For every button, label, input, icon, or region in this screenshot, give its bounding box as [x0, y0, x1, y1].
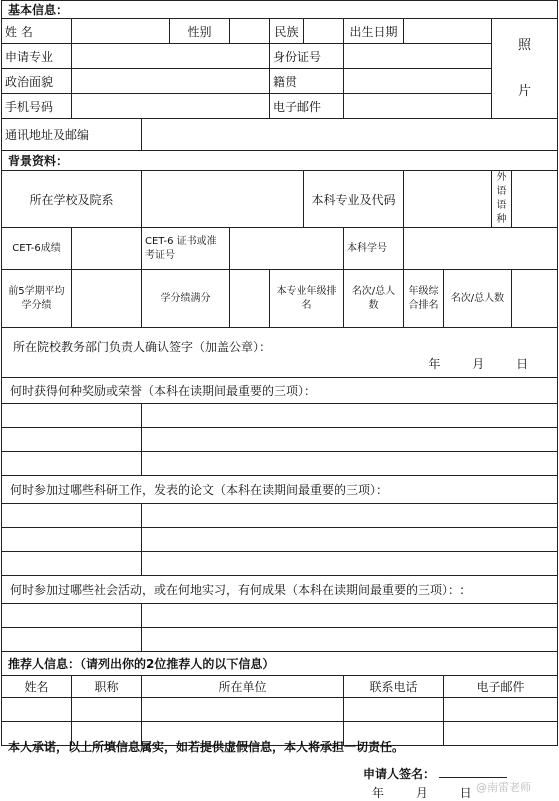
pledge-text: 本人承诺，以上所填信息属实，如若提供虚假信息，本人将承担一切责任。	[8, 740, 405, 754]
referee-col-title: 职称	[72, 676, 142, 698]
referees-heading: 推荐人信息：（请列出你的2位推荐人的以下信息）	[2, 652, 558, 676]
referee-1-phone[interactable]	[344, 698, 444, 722]
background-heading: 背景资料：	[2, 151, 558, 171]
gpa-label: 前5学期平均学分绩	[2, 270, 72, 328]
photo-char-2: 片	[518, 83, 532, 99]
referee-col-name: 姓名	[2, 676, 72, 698]
overall-rank-field[interactable]	[512, 270, 558, 328]
research-time-1[interactable]	[2, 504, 142, 528]
address-field[interactable]	[142, 119, 558, 151]
referee-1-email[interactable]	[444, 698, 558, 722]
overall-rank-label: 年级综合排名	[404, 270, 444, 328]
social-detail-1[interactable]	[142, 604, 558, 628]
idnum-label: 身份证号	[270, 44, 344, 69]
address-label: 通讯地址及邮编	[2, 119, 142, 151]
politics-label: 政治面貌	[2, 69, 72, 94]
awards-detail-3[interactable]	[142, 452, 558, 476]
name-field[interactable]	[72, 19, 170, 44]
awards-time-1[interactable]	[2, 404, 142, 428]
application-form	[1, 0, 557, 746]
confirm-label: 所在院校教务部门负责人确认签字（加盖公章）：	[13, 340, 272, 354]
cet6-cert-field[interactable]	[230, 228, 344, 270]
major-code-field[interactable]	[404, 171, 492, 228]
referee-2-email[interactable]	[444, 722, 558, 746]
social-prompt: 何时参加过哪些社会活动，或在何地实习，有何成果（本科在读期间最重要的三项）：:	[2, 576, 558, 604]
idnum-field[interactable]	[344, 44, 492, 69]
ethnicity-field[interactable]	[304, 19, 344, 44]
research-detail-1[interactable]	[142, 504, 558, 528]
cet6-cert-label: CET-6 证书或准考证号	[142, 228, 230, 270]
school-field[interactable]	[142, 171, 304, 228]
major-field[interactable]	[72, 44, 270, 69]
awards-detail-1[interactable]	[142, 404, 558, 428]
gender-field[interactable]	[230, 19, 270, 44]
referee-1-title[interactable]	[72, 698, 142, 722]
research-detail-3[interactable]	[142, 552, 558, 576]
photo-box[interactable]	[492, 19, 558, 119]
basic-info-heading: 基本信息：	[2, 1, 558, 19]
watermark: @南雷老师	[476, 781, 531, 794]
signature-field[interactable]	[439, 777, 507, 778]
social-time-1[interactable]	[2, 604, 142, 628]
gender-label: 性别	[170, 19, 230, 44]
application-table	[1, 0, 558, 746]
referee-1-name[interactable]	[2, 698, 72, 722]
signature-date: 年 月 日	[372, 786, 486, 800]
email-label: 电子邮件	[270, 94, 344, 119]
referee-1-unit[interactable]	[142, 698, 344, 722]
cet6-score-field[interactable]	[72, 228, 142, 270]
name-label: 姓 名	[2, 19, 72, 44]
major-rank-label: 本专业年级排名	[270, 270, 344, 328]
research-time-3[interactable]	[2, 552, 142, 576]
cet6-score-label: CET-6成绩	[2, 228, 72, 270]
social-detail-2[interactable]	[142, 628, 558, 652]
language-label: 外语语种	[492, 171, 512, 228]
gpa-field[interactable]	[72, 270, 142, 328]
referee-col-phone: 联系电话	[344, 676, 444, 698]
phone-label: 手机号码	[2, 94, 72, 119]
rank-total-2-label: 名次/总人数	[444, 270, 512, 328]
student-id-field[interactable]	[404, 228, 558, 270]
gpa-full-field[interactable]	[230, 270, 270, 328]
awards-time-2[interactable]	[2, 428, 142, 452]
research-time-2[interactable]	[2, 528, 142, 552]
birthdate-field[interactable]	[404, 19, 492, 44]
gpa-full-label: 学分绩满分	[142, 270, 230, 328]
major-label: 申请专业	[2, 44, 72, 69]
origin-field[interactable]	[344, 69, 492, 94]
ethnicity-label: 民族	[270, 19, 304, 44]
research-prompt: 何时参加过哪些科研工作，发表的论文（本科在读期间最重要的三项）：	[2, 476, 558, 504]
research-detail-2[interactable]	[142, 528, 558, 552]
email-field[interactable]	[344, 94, 492, 119]
language-field[interactable]	[512, 171, 558, 228]
rank-total-1-label: 名次/总人数	[344, 270, 404, 328]
referee-col-unit: 所在单位	[142, 676, 344, 698]
phone-field[interactable]	[72, 94, 270, 119]
awards-prompt: 何时获得何种奖励或荣誉（本科在读期间最重要的三项）：	[2, 378, 558, 404]
major-code-label: 本科专业及代码	[304, 171, 404, 228]
origin-label: 籍贯	[270, 69, 344, 94]
confirm-cell[interactable]	[2, 328, 558, 378]
awards-time-3[interactable]	[2, 452, 142, 476]
awards-detail-2[interactable]	[142, 428, 558, 452]
referee-col-email: 电子邮件	[444, 676, 558, 698]
confirm-date: 年 月 日	[428, 357, 543, 371]
birthdate-label: 出生日期	[344, 19, 404, 44]
politics-field[interactable]	[72, 69, 270, 94]
school-label: 所在学校及院系	[2, 171, 142, 228]
signature-label: 申请人签名：	[363, 767, 436, 781]
social-time-2[interactable]	[2, 628, 142, 652]
student-id-label: 本科学号	[344, 228, 404, 270]
photo-char-1: 照	[518, 37, 532, 53]
